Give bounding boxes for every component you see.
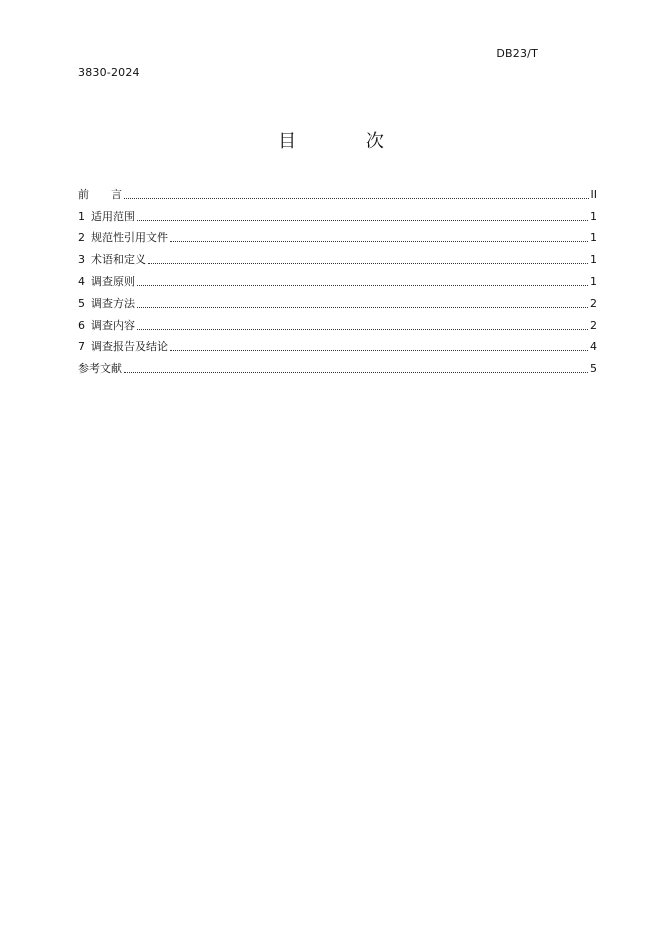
doc-code-right: DB23/T [496,47,538,60]
toc-label: 术语和定义 [91,253,146,267]
toc-leader [170,241,588,242]
toc-page-number: II [590,187,597,201]
toc-leader [148,263,588,264]
toc-label: 参考文献 [78,362,122,376]
toc-label: 调查报告及结论 [91,340,168,354]
toc-leader [137,285,588,286]
toc-section-number: 5 [78,296,85,310]
toc-page-number: 1 [590,274,597,288]
toc-section-number: 4 [78,274,85,288]
toc-section-number: 2 [78,231,85,245]
table-of-contents [78,180,597,376]
toc-label: 调查方法 [91,296,135,310]
toc-leader [124,372,588,373]
toc-item-content[interactable] [78,311,597,333]
toc-leader [137,329,588,330]
toc-item-report[interactable] [78,333,597,355]
toc-item-terms[interactable] [78,245,597,267]
toc-item-normative-references[interactable] [78,224,597,246]
toc-leader [137,307,588,308]
toc-page-number: 1 [590,209,597,223]
toc-section-number: 1 [78,209,85,223]
toc-item-scope[interactable] [78,202,597,224]
toc-label: 调查原则 [91,274,135,288]
toc-page-number: 1 [590,231,597,245]
toc-leader [170,350,588,351]
toc-page-number: 4 [590,340,597,354]
toc-label: 前 言 [78,187,122,201]
toc-page-number: 2 [590,296,597,310]
toc-label: 适用范围 [91,209,135,223]
toc-item-foreword[interactable] [78,180,597,202]
toc-page-number: 5 [590,362,597,376]
toc-item-principles[interactable] [78,267,597,289]
page-title: 目 次 [278,131,416,152]
toc-section-number: 6 [78,318,85,332]
doc-code-left: 3830-2024 [78,66,140,79]
toc-label: 调查内容 [91,318,135,332]
toc-page-number: 2 [590,318,597,332]
toc-item-methods[interactable] [78,289,597,311]
toc-leader [124,198,589,199]
toc-item-bibliography[interactable] [78,354,597,376]
toc-label: 规范性引用文件 [91,231,168,245]
toc-section-number: 3 [78,253,85,267]
toc-section-number: 7 [78,340,85,354]
toc-page-number: 1 [590,253,597,267]
toc-leader [137,220,588,221]
